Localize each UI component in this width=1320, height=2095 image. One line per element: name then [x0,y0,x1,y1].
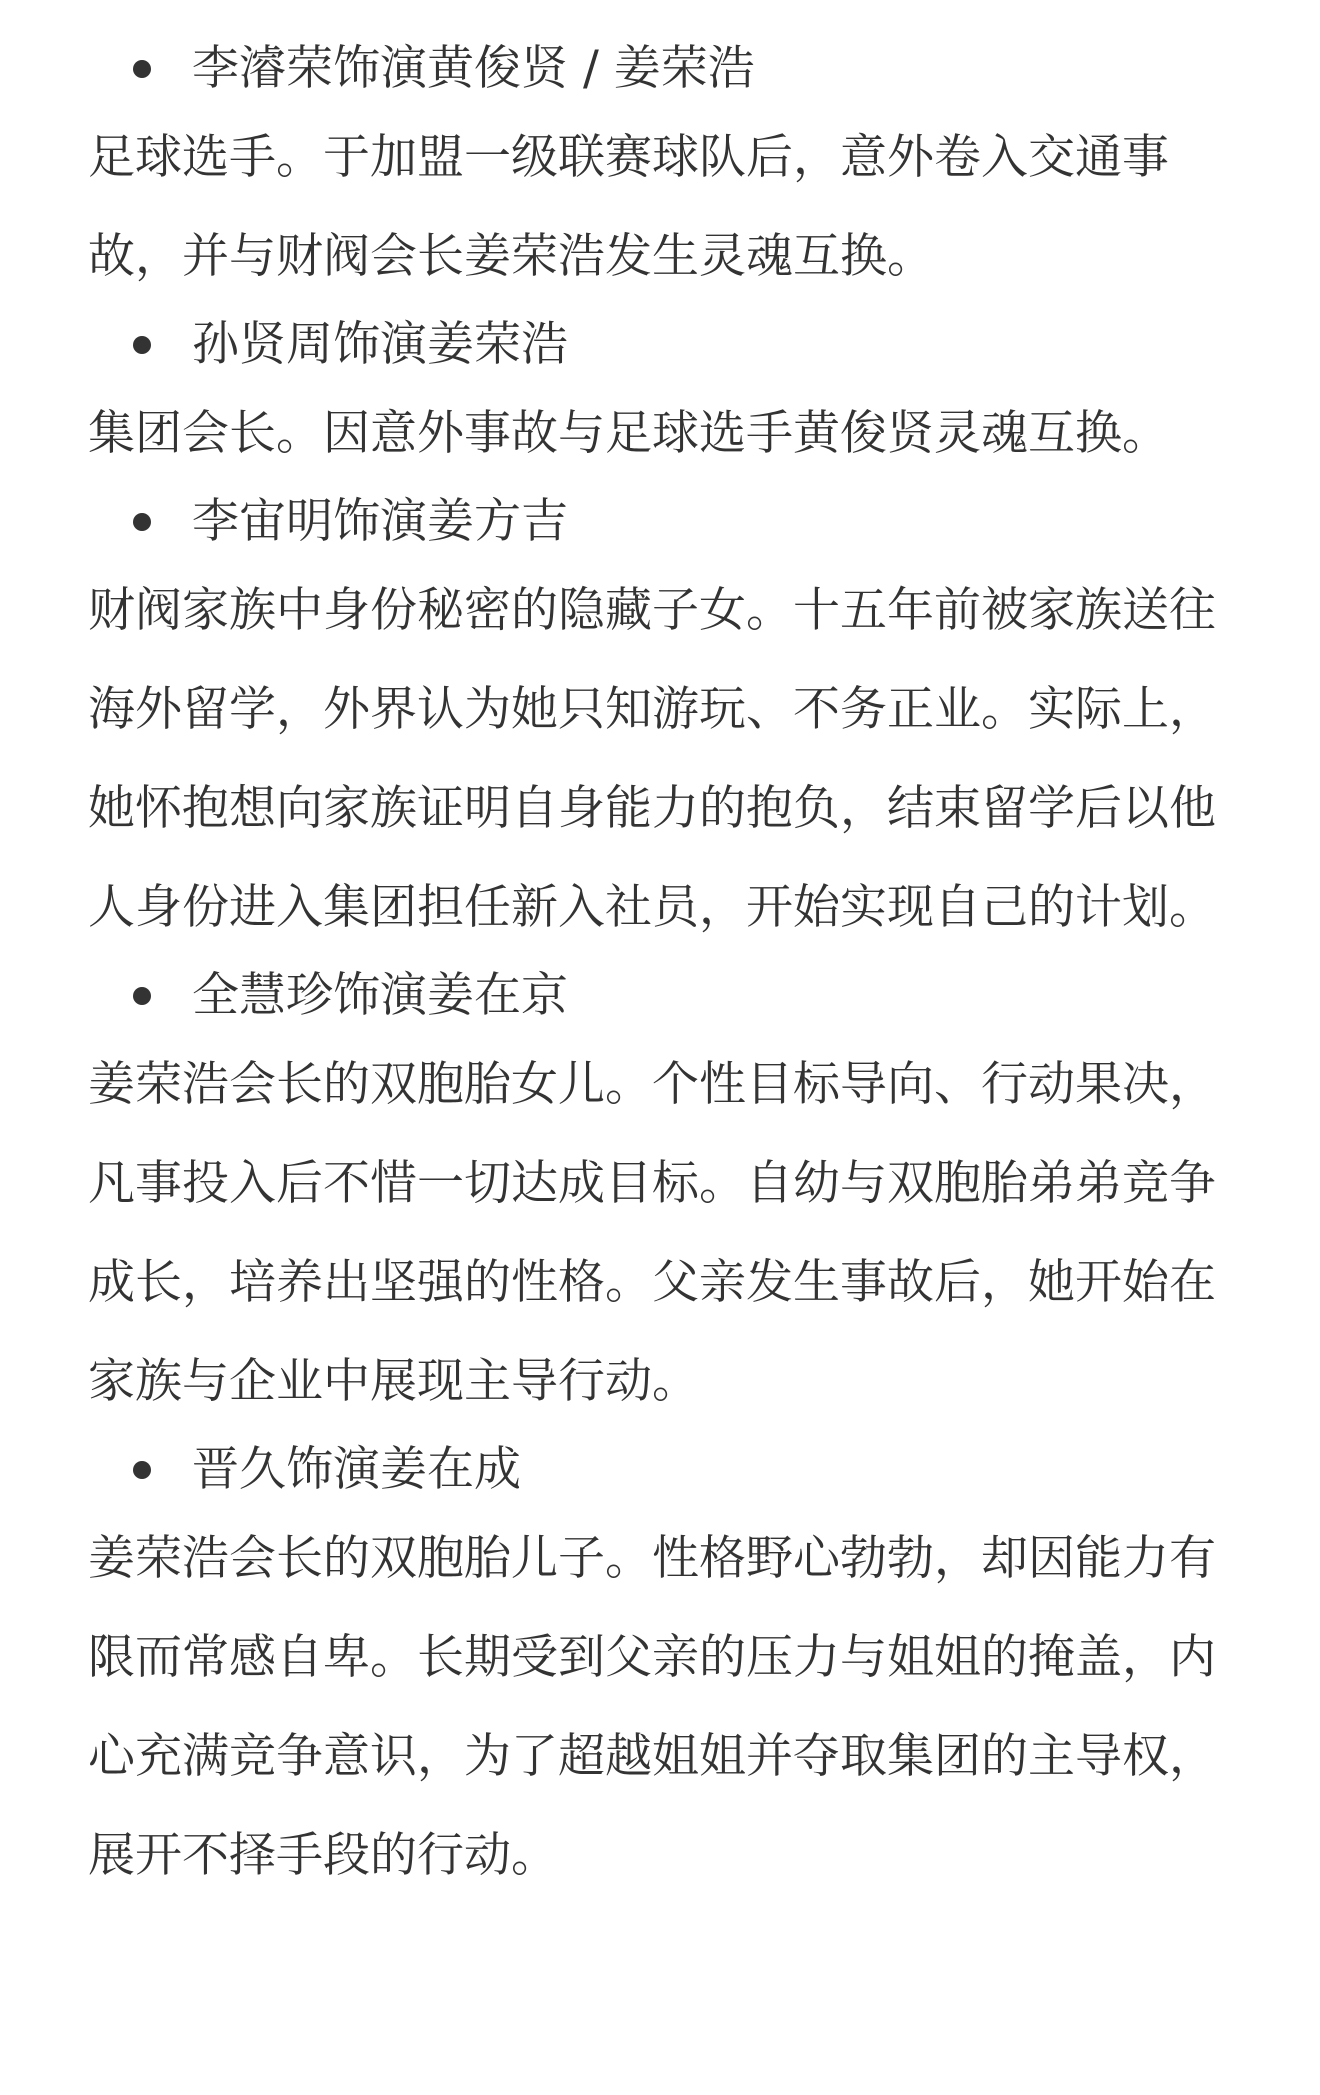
cast-description: 足球选手。于加盟一级联赛球队后，意外卷入交通事故，并与财阀会长姜荣浩发生灵魂互换。 [88,130,1169,284]
cast-name-text: 李宙明饰演姜方吉 [192,494,568,549]
cast-entry [88,306,1308,483]
bullet-icon [133,987,151,1005]
cast-description: 集团会长。因意外事故与足球选手黄俊贤灵魂互换。 [88,406,1169,461]
cast-entry [88,30,1308,306]
cast-name-item [88,483,1308,561]
cast-list [88,30,1308,1905]
bullet-icon [133,513,151,531]
cast-name-text: 晋久饰演姜在成 [192,1442,521,1497]
bullet-icon [133,336,151,354]
cast-name-item [88,30,1308,108]
cast-description: 姜荣浩会长的双胞胎儿子。性格野心勃勃，却因能力有限而常感自卑。长期受到父亲的压力与姐姐的掩盖，内心充满竞争意识，为了超越姐姐并夺取集团的主导权，展开不择手段的行动。 [88,1531,1216,1883]
cast-description: 姜荣浩会长的双胞胎女儿。个性目标导向、行动果决，凡事投入后不惜一切达成目标。自幼与双胞胎弟弟竞争成长，培养出坚强的性格。父亲发生事故后，她开始在家族与企业中展现主导行动。 [88,1057,1216,1409]
cast-name-text: 全慧珍饰演姜在京 [192,968,568,1023]
cast-name-item [88,306,1308,384]
cast-entry [88,1431,1308,1905]
cast-entry [88,483,1308,957]
cast-entry [88,957,1308,1431]
cast-name-text: 李濬荣饰演黄俊贤 / 姜荣浩 [192,41,755,96]
cast-name-item [88,957,1308,1035]
cast-name-text: 孙贤周饰演姜荣浩 [192,317,568,372]
bullet-icon [133,60,151,78]
cast-name-item [88,1431,1308,1509]
cast-description: 财阀家族中身份秘密的隐藏子女。十五年前被家族送往海外留学，外界认为她只知游玩、不务正业。实际上，她怀抱想向家族证明自身能力的抱负，结束留学后以他人身份进入集团担任新入社员，开始实现自己的计划。 [88,583,1216,935]
bullet-icon [133,1461,151,1479]
